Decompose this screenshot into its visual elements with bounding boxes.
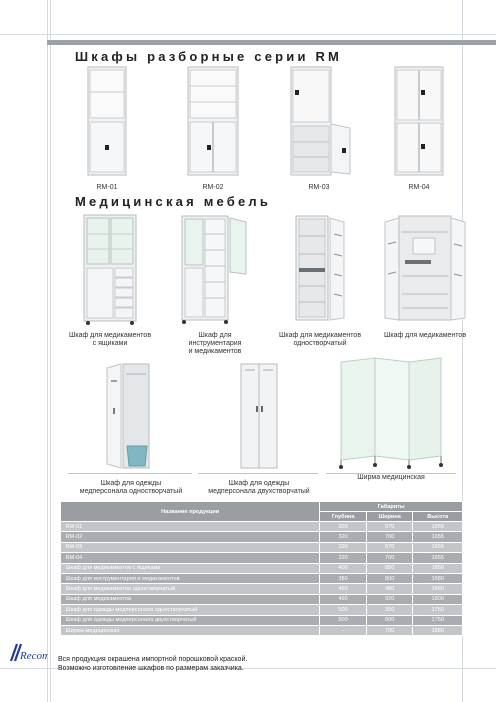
cabinet-single-image [290,214,350,326]
medical-screen-image [335,356,447,470]
table-row: Ширма медицинская – 700 1880 [61,625,463,635]
table-row: Шкаф для одежды медперсонала двухстворчатый 500 600 1750 [61,615,463,625]
cabinet-rm-03-image [290,66,352,178]
header-product-name: Название продукции [61,502,320,522]
table-row: Шкаф для медикаментов 460 920 1800 [61,594,463,604]
frame-line-top [0,34,496,35]
cabinet-rm-02-image [187,66,239,178]
section-title-rm: Шкафы разборные серии RM [75,49,343,64]
product-clothes-single [68,362,194,496]
frame-line-left-2 [50,0,51,702]
product-screen [326,356,456,482]
table-row: RM-01 320 570 1655 [61,522,463,532]
recom-logo [8,641,48,663]
locker-single-image [101,362,161,472]
label-rm-01: RM-01 [96,184,118,191]
label-med-instruments: Шкаф для инструментария и медикаментов [188,332,242,355]
section-title-medical: Медицинская мебель [75,194,272,209]
logo-text: Recom [20,650,48,662]
label-screen: Ширма медицинская [357,474,425,481]
header-width: Ширина [366,512,413,522]
product-rm-01 [78,66,136,191]
table-row: RM-04 320 700 1655 [61,553,463,563]
product-med-double [370,214,480,340]
locker-double-image [239,362,279,472]
header-height: Высота [413,512,463,522]
caption-divider-3 [326,473,456,474]
header-bar [47,40,496,45]
product-rm-02 [184,66,242,191]
label-med-single: Шкаф для медикаментов одностворчатый [278,332,362,347]
cabinet-rm-04-image [394,66,444,178]
spec-table [60,501,463,636]
caption-divider-2 [198,473,318,474]
product-rm-03 [290,66,348,191]
caption-divider-1 [68,473,192,474]
note-line-1: Вся продукция окрашена импортной порошковой краской. [58,656,248,663]
table-row: RM-02 320 700 1655 [61,532,463,542]
table-row: Шкаф для инструментария и медикаментов 380 800 1680 [61,573,463,583]
product-med-drawers [60,214,160,348]
product-clothes-double [196,362,322,496]
cabinet-drawers-image [80,214,140,326]
label-med-drawers: Шкаф для медикаментов с ящиками [68,332,152,347]
product-med-instruments [170,214,260,356]
cabinet-double-image [383,214,467,326]
frame-line-left-1 [47,0,48,702]
label-med-double: Шкаф для медикаментов [383,332,467,339]
cabinet-rm-01-image [87,66,127,178]
table-row: Шкаф для одежды медперсонала одностворчатый 500 300 1750 [61,605,463,615]
product-rm-04 [390,66,448,191]
cabinet-instruments-image [176,214,254,326]
recom-logo-mark [8,641,48,663]
product-med-single [270,214,370,348]
label-rm-02: RM-02 [202,184,224,191]
label-rm-04: RM-04 [408,184,430,191]
table-row: RM-03 320 570 1655 [61,542,463,552]
label-rm-03: RM-03 [308,184,330,191]
table-row: Шкаф для медикаментов с ящиками 400 850 1850 [61,563,463,573]
label-clothes-double: Шкаф для одежды медперсонала двухстворчатый [208,480,310,495]
note-line-2: Возможно изготовление шкафов по размерам заказчика. [58,665,244,672]
header-depth: Глубина [320,512,367,522]
header-dimensions: Габариты [320,502,463,512]
label-clothes-single: Шкаф для одежды медперсонала одностворчатый [79,480,183,495]
table-row: Шкаф для медикаментов одностворчатый 460 480 1860 [61,584,463,594]
